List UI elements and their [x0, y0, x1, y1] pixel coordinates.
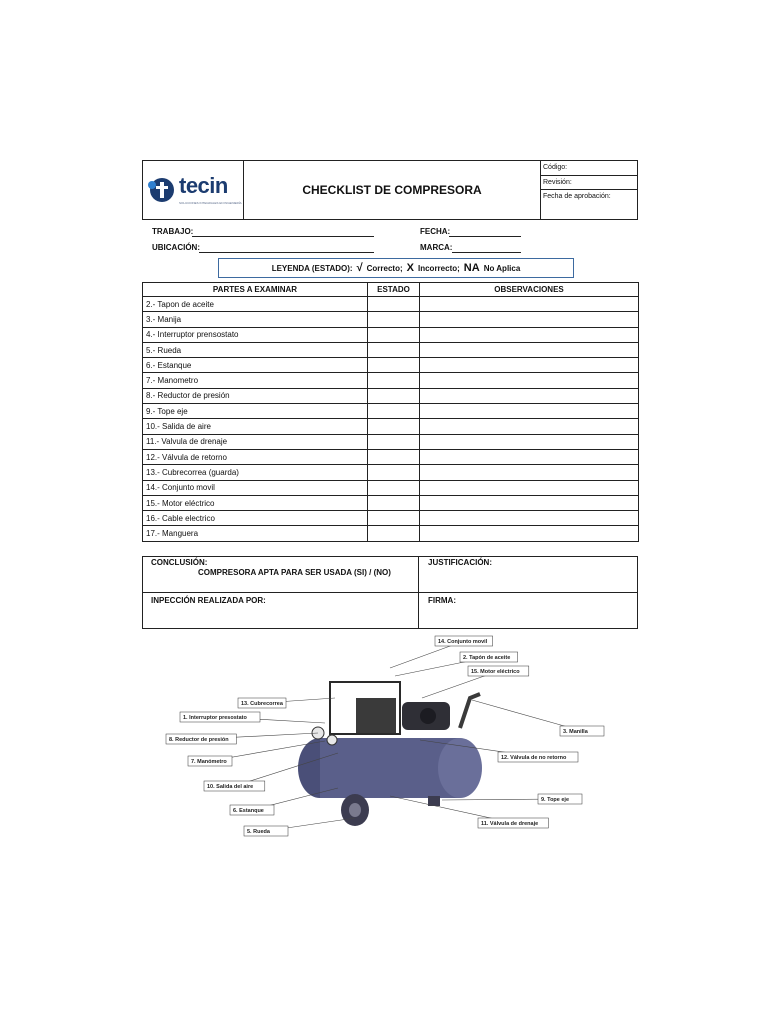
checklist-table — [142, 282, 639, 542]
estado-cell[interactable] — [368, 434, 420, 449]
motor-cap — [420, 708, 436, 724]
part-name: 6.- Estanque — [143, 358, 368, 373]
observaciones-cell[interactable] — [420, 526, 639, 541]
compressor-diagram — [160, 628, 620, 848]
legend-na-text: No Aplica — [483, 263, 521, 273]
estado-cell[interactable] — [368, 297, 420, 312]
estado-cell[interactable] — [368, 388, 420, 403]
legend-correct: Correcto; — [366, 263, 403, 273]
estado-cell[interactable] — [368, 404, 420, 419]
callout-label: 5. Rueda — [247, 829, 270, 835]
callout-label: 6. Estanque — [233, 808, 264, 814]
callout-label: 11. Válvula de drenaje — [481, 821, 539, 827]
callout-label: 8. Reductor de presión — [169, 737, 229, 743]
observaciones-cell[interactable] — [420, 434, 639, 449]
legend-na-code: NA — [463, 262, 480, 274]
fecha-field[interactable] — [449, 236, 521, 237]
tecin-logo-icon — [147, 175, 177, 205]
logo-text: tecin — [179, 173, 228, 198]
firma-label: FIRMA: — [428, 596, 456, 605]
part-name: 13.- Cubrecorrea (guarda) — [143, 465, 368, 480]
col-header-estado: ESTADO — [368, 283, 420, 297]
table-row — [143, 373, 639, 388]
observaciones-cell[interactable] — [420, 465, 639, 480]
observaciones-cell[interactable] — [420, 342, 639, 357]
observaciones-cell[interactable] — [420, 480, 639, 495]
estado-cell[interactable] — [368, 480, 420, 495]
check-icon: √ — [356, 262, 363, 274]
table-row — [143, 297, 639, 312]
legend-label: LEYENDA (ESTADO): — [271, 263, 353, 273]
observaciones-cell[interactable] — [420, 373, 639, 388]
part-name: 4.- Interruptor prensostato — [143, 327, 368, 342]
part-name: 17.- Manguera — [143, 526, 368, 541]
observaciones-cell[interactable] — [420, 312, 639, 327]
callout-label: 9. Tope eje — [541, 797, 570, 803]
part-name: 10.- Salida de aire — [143, 419, 368, 434]
table-row — [143, 358, 639, 373]
observaciones-cell[interactable] — [420, 358, 639, 373]
tank-end — [438, 738, 482, 798]
estado-cell[interactable] — [368, 449, 420, 464]
legend-incorrect: Incorrecto; — [418, 263, 460, 273]
part-name: 2.- Tapon de aceite — [143, 297, 368, 312]
observaciones-cell[interactable] — [420, 449, 639, 464]
table-row — [143, 465, 639, 480]
part-name: 14.- Conjunto movil — [143, 480, 368, 495]
table-row — [143, 449, 639, 464]
document-meta — [541, 161, 637, 219]
fecha-label: FECHA: — [420, 227, 451, 236]
wheel-hub — [349, 803, 361, 817]
ubicacion-label: UBICACIÓN: — [152, 243, 200, 252]
estado-cell[interactable] — [368, 465, 420, 480]
callout-label: 15. Motor eléctrico — [471, 669, 520, 675]
meta-fecha-aprobacion[interactable]: Fecha de aprobación: — [543, 193, 611, 200]
estado-cell[interactable] — [368, 358, 420, 373]
ubicacion-field[interactable] — [199, 252, 374, 253]
x-icon: X — [406, 262, 414, 274]
conclusion-section — [142, 556, 638, 629]
inspeccion-label: INPECCIÓN REALIZADA POR: — [151, 596, 266, 605]
observaciones-cell[interactable] — [420, 388, 639, 403]
table-row — [143, 526, 639, 541]
table-header-row — [143, 283, 639, 297]
estado-cell[interactable] — [368, 342, 420, 357]
observaciones-cell[interactable] — [420, 297, 639, 312]
trabajo-label: TRABAJO: — [152, 227, 194, 236]
divider — [143, 592, 637, 593]
callout-label: 2. Tapón de aceite — [463, 655, 511, 661]
part-name: 15.- Motor eléctrico — [143, 495, 368, 510]
table-row — [143, 495, 639, 510]
callout-group — [166, 636, 604, 836]
callout-label: 3. Manilla — [563, 729, 588, 735]
legend-box — [218, 258, 574, 278]
part-name: 16.- Cable electrico — [143, 511, 368, 526]
document-header — [142, 160, 638, 220]
pump-head-icon — [356, 698, 396, 733]
gauge-icon — [327, 735, 337, 745]
observaciones-cell[interactable] — [420, 511, 639, 526]
table-row — [143, 434, 639, 449]
part-name: 12.- Válvula de retorno — [143, 449, 368, 464]
table-row — [143, 342, 639, 357]
part-name: 8.- Reductor de presión — [143, 388, 368, 403]
part-name: 11.- Valvula de drenaje — [143, 434, 368, 449]
callout-label: 10. Salida del aire — [207, 784, 254, 790]
table-row — [143, 419, 639, 434]
estado-cell[interactable] — [368, 495, 420, 510]
estado-cell[interactable] — [368, 419, 420, 434]
document-title: CHECKLIST DE COMPRESORA — [244, 161, 541, 219]
company-logo — [143, 161, 244, 219]
logo-subtitle: SOLUCIONES INTEGRALES EN INGENIERÍA — [179, 201, 242, 205]
part-name: 3.- Manija — [143, 312, 368, 327]
callout-label: 1. Interruptor presostato — [183, 715, 247, 721]
callout-label: 7. Manómetro — [191, 759, 227, 765]
estado-cell[interactable] — [368, 511, 420, 526]
col-header-partes: PARTES A EXAMINAR — [143, 283, 368, 297]
estado-cell[interactable] — [368, 312, 420, 327]
part-name: 9.- Tope eje — [143, 404, 368, 419]
justificacion-label: JUSTIFICACIÓN: — [428, 558, 492, 567]
callout-label: 14. Conjunto movil — [438, 639, 488, 645]
meta-revision[interactable]: Revisión: — [541, 176, 637, 191]
observaciones-cell[interactable] — [420, 327, 639, 342]
table-row — [143, 327, 639, 342]
part-name: 5.- Rueda — [143, 342, 368, 357]
table-row — [143, 312, 639, 327]
table-row — [143, 480, 639, 495]
observaciones-cell[interactable] — [420, 404, 639, 419]
observaciones-cell[interactable] — [420, 419, 639, 434]
handle-icon — [460, 694, 480, 728]
meta-codigo[interactable]: Código: — [541, 161, 637, 176]
callout-label: 12. Válvula de no retorno — [501, 755, 567, 761]
estado-cell[interactable] — [368, 327, 420, 342]
table-row — [143, 388, 639, 403]
conclusion-label: CONCLUSIÓN: — [151, 558, 208, 567]
table-row — [143, 511, 639, 526]
observaciones-cell[interactable] — [420, 495, 639, 510]
estado-cell[interactable] — [368, 373, 420, 388]
apta-question[interactable]: COMPRESORA APTA PARA SER USADA (SI) / (NO) — [198, 568, 391, 577]
marca-field[interactable] — [452, 252, 521, 253]
trabajo-field[interactable] — [192, 236, 374, 237]
estado-cell[interactable] — [368, 526, 420, 541]
part-name: 7.- Manometro — [143, 373, 368, 388]
marca-label: MARCA: — [420, 243, 453, 252]
col-header-observaciones: OBSERVACIONES — [420, 283, 639, 297]
table-row — [143, 404, 639, 419]
callout-label: 13. Cubrecorrea — [241, 701, 283, 707]
